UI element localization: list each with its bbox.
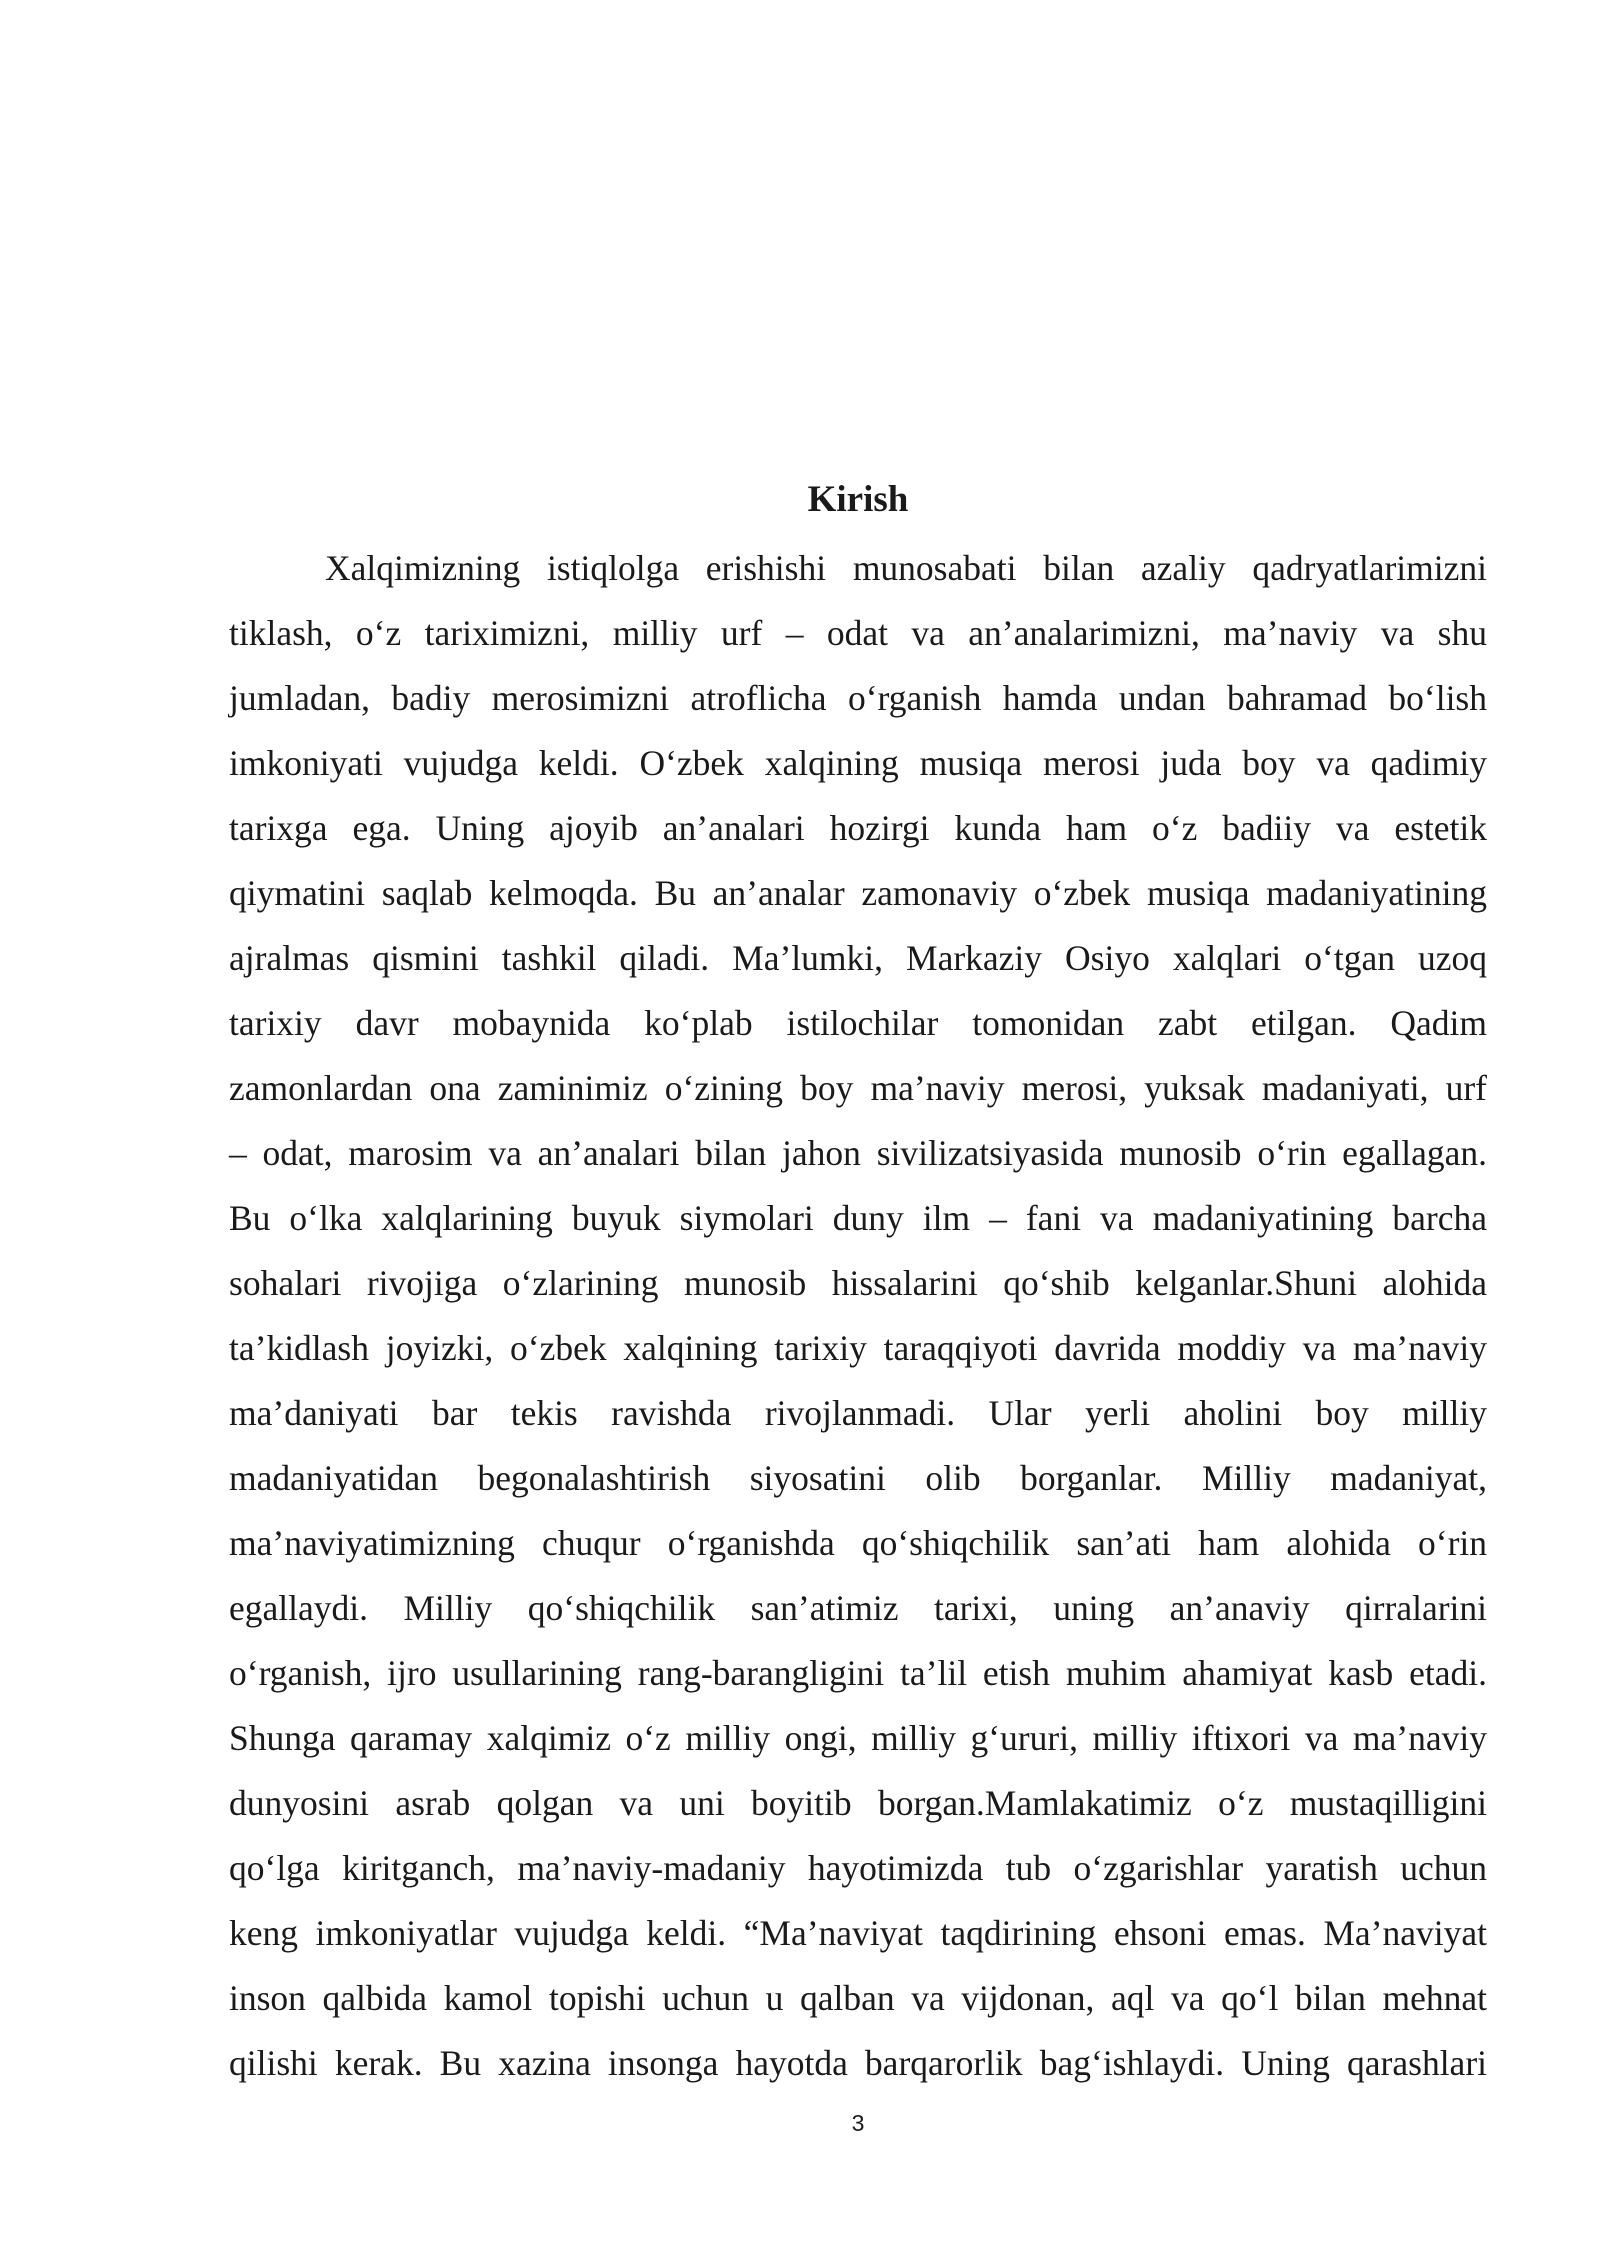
- section-heading: Kirish: [807, 479, 909, 520]
- paragraph-line: qiymatini saqlab kelmoqda. Bu an’analar zamonaviy o‘zbek musiqa madaniyatining: [229, 873, 1487, 913]
- paragraph-line: jumladan, badiy merosimizni atroflicha o‘rganish hamda undan bahramad bo‘lish: [229, 678, 1487, 718]
- body-paragraph: [229, 536, 1487, 2096]
- paragraph-line: tarixga ega. Uning ajoyib an’analari hozirgi kunda ham o‘z badiiy va estetik: [229, 808, 1487, 848]
- paragraph-line: keng imkoniyatlar vujudga keldi. “Ma’naviyat taqdirining ehsoni emas. Ma’naviyat: [229, 1913, 1487, 1953]
- paragraph-line: inson qalbida kamol topishi uchun u qalban va vijdonan, aql va qo‘l bilan mehnat: [229, 1978, 1487, 2018]
- paragraph-line: o‘rganish, ijro usullarining rang-barangligini ta’lil etish muhim ahamiyat kasb etadi.: [229, 1653, 1487, 1693]
- paragraph-line: Xalqimizning istiqlolga erishishi munosabati bilan azaliy qadryatlarimizni: [325, 548, 1487, 588]
- paragraph-line: imkoniyati vujudga keldi. O‘zbek xalqining musiqa merosi juda boy va qadimiy: [229, 743, 1487, 783]
- paragraph-line: zamonlardan ona zaminimiz o‘zining boy ma’naviy merosi, yuksak madaniyati, urf: [229, 1068, 1487, 1108]
- paragraph-line: egallaydi. Milliy qo‘shiqchilik san’atimiz tarixi, uning an’anaviy qirralarini: [229, 1588, 1487, 1628]
- paragraph-line: sohalari rivojiga o‘zlarining munosib hissalarini qo‘shib kelganlar.Shuni alohida: [229, 1263, 1487, 1303]
- paragraph-line: ma’daniyati bar tekis ravishda rivojlanmadi. Ular yerli aholini boy milliy: [229, 1393, 1487, 1433]
- paragraph-line: – odat, marosim va an’analari bilan jahon sivilizatsiyasida munosib o‘rin egallagan.: [229, 1133, 1487, 1173]
- paragraph-line: qilishi kerak. Bu xazina insonga hayotda barqarorlik bag‘ishlaydi. Uning qarashlari: [229, 2043, 1487, 2083]
- paragraph-line: Bu o‘lka xalqlarining buyuk siymolari duny ilm – fani va madaniyatining barcha: [229, 1198, 1487, 1238]
- paragraph-line: tarixiy davr mobaynida ko‘plab istilochilar tomonidan zabt etilgan. Qadim: [229, 1003, 1487, 1043]
- paragraph-line: dunyosini asrab qolgan va uni boyitib borgan.Mamlakatimiz o‘z mustaqilligini: [229, 1783, 1487, 1823]
- page-number: 3: [851, 2110, 865, 2136]
- paragraph-line: qo‘lga kiritganch, ma’naviy-madaniy hayotimizda tub o‘zgarishlar yaratish uchun: [229, 1848, 1487, 1888]
- paragraph-line: ajralmas qismini tashkil qiladi. Ma’lumki, Markaziy Osiyo xalqlari o‘tgan uzoq: [229, 938, 1487, 978]
- paragraph-line: ma’naviyatimizning chuqur o‘rganishda qo‘shiqchilik san’ati ham alohida o‘rin: [229, 1523, 1487, 1563]
- paragraph-line: tiklash, o‘z tariximizni, milliy urf – odat va an’analarimizni, ma’naviy va shu: [229, 613, 1487, 653]
- paragraph-line: ta’kidlash joyizki, o‘zbek xalqining tarixiy taraqqiyoti davrida moddiy va ma’naviy: [229, 1328, 1487, 1368]
- paragraph-line: madaniyatidan begonalashtirish siyosatini olib borganlar. Milliy madaniyat,: [229, 1458, 1487, 1498]
- paragraph-line: Shunga qaramay xalqimiz o‘z milliy ongi, milliy g‘ururi, milliy iftixori va ma’naviy: [229, 1718, 1487, 1758]
